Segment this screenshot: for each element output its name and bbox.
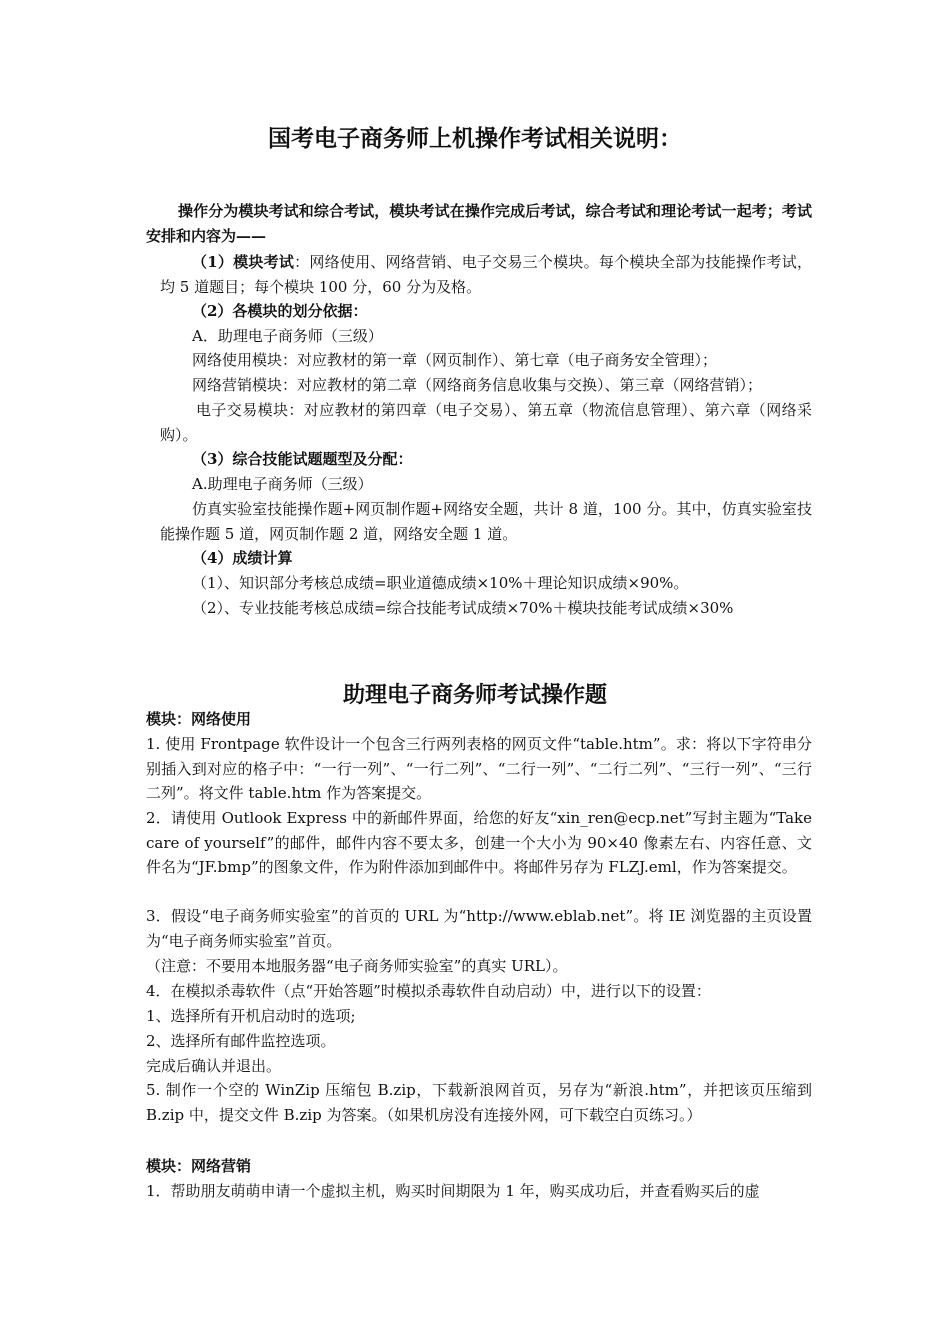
section-3-text: 仿真实验室技能操作题+网页制作题+网络安全题，共计 8 道，100 分。其中，仿真实验室技能操作题 5 道，网页制作题 2 道，网络安全题 1 道。 xyxy=(160,500,812,543)
question-4: 4．在模拟杀毒软件（点“开始答题”时模拟杀毒软件自动启动）中，进行以下的设置： xyxy=(146,982,711,1000)
question-5: 5. 制作一个空的 WinZip 压缩包 B.zip，下载新浪网首页，另存为“新浪.htm”，并把该页压缩到 B.zip 中，提交文件 B.zip 为答案。（如果机房没有连接外网，可下载空白页练习。） xyxy=(146,1081,812,1124)
section-1-paragraph xyxy=(160,250,812,299)
module-1-heading: 模块：网络使用 xyxy=(146,710,252,728)
section-3-heading: （3）综合技能试题题型及分配： xyxy=(192,450,413,468)
question-3: 3．假设“电子商务师实验室”的首页的 URL 为“http://www.eblab.net”。将 IE 浏览器的主页设置为“电子商务师实验室”首页。 xyxy=(146,907,812,950)
module-network-marketing-line: 网络营销模块：对应教材的第二章（网络商务信息收集与交换）、第三章（网络营销）； xyxy=(192,376,763,394)
question-4-item-1: 1、选择所有开机启动时的选项; xyxy=(146,1007,356,1025)
document-title: 国考电子商务师上机操作考试相关说明： xyxy=(268,125,682,152)
section-4-heading: （4）成绩计算 xyxy=(192,549,293,567)
section-3-level: A.助理电子商务师（三级） xyxy=(192,475,373,493)
question-2: 2．请使用 Outlook Express 中的新邮件界面，给您的好友“xin_ren@ecp.net”写封主题为“Take care of yourself”的邮件，邮件内容不要太多，创建一个大小为 90×40 像素左右、内容任意、文件名为“JF.bmp”的图象文件，作为附件添加到邮件中。将邮件另存为 FLZJ.eml，作为答案提交。 xyxy=(146,809,812,876)
section-2-level: A．助理电子商务师（三级） xyxy=(192,327,383,345)
score-formula-knowledge: （1）、知识部分考核总成绩=职业道德成绩×10%＋理论知识成绩×90%。 xyxy=(192,574,689,592)
section-1-text: ：网络使用、网络营销、电子交易三个模块。每个模块全部为技能操作考试，均 5 道题目；每个模块 100 分，60 分为及格。 xyxy=(160,253,812,296)
module-e-trade-line: 电子交易模块：对应教材的第四章（电子交易）、第五章（物流信息管理）、第六章（网络采购）。 xyxy=(160,401,812,444)
module-network-use-line: 网络使用模块：对应教材的第一章（网页制作）、第七章（电子商务安全管理）； xyxy=(192,351,718,369)
module-2-heading: 模块：网络营销 xyxy=(146,1157,252,1175)
intro-paragraph: 操作分为模块考试和综合考试，模块考试在操作完成后考试，综合考试和理论考试一起考；考试安排和内容为—— xyxy=(146,202,812,245)
question-4-end: 完成后确认并退出。 xyxy=(146,1057,282,1075)
score-formula-skill: （2）、专业技能考核总成绩=综合技能考试成绩×70%＋模块技能考试成绩×30% xyxy=(192,599,734,617)
question-3-note: （注意：不要用本地服务器“电子商务师实验室”的真实 URL）。 xyxy=(146,957,568,975)
section-2-heading: （2）各模块的划分依据： xyxy=(192,302,368,320)
question-1: 1. 使用 Frontpage 软件设计一个包含三行两列表格的网页文件“table.htm”。求：将以下字符串分别插入到对应的格子中：“一行一列”、“一行二列”、“二行一列”、“二行二列”、“三行一列”、“三行二列”。将文件 table.htm 作为答案提交。 xyxy=(146,735,812,802)
module-2-question-1: 1．帮助朋友萌萌申请一个虚拟主机，购买时间期限为 1 年，购买成功后，并查看购买后的虚 xyxy=(146,1182,760,1200)
section-1-heading: （1）模块考试 xyxy=(192,253,295,271)
exam-questions-title: 助理电子商务师考试操作题 xyxy=(342,682,607,708)
question-4-item-2: 2、选择所有邮件监控选项。 xyxy=(146,1032,336,1050)
